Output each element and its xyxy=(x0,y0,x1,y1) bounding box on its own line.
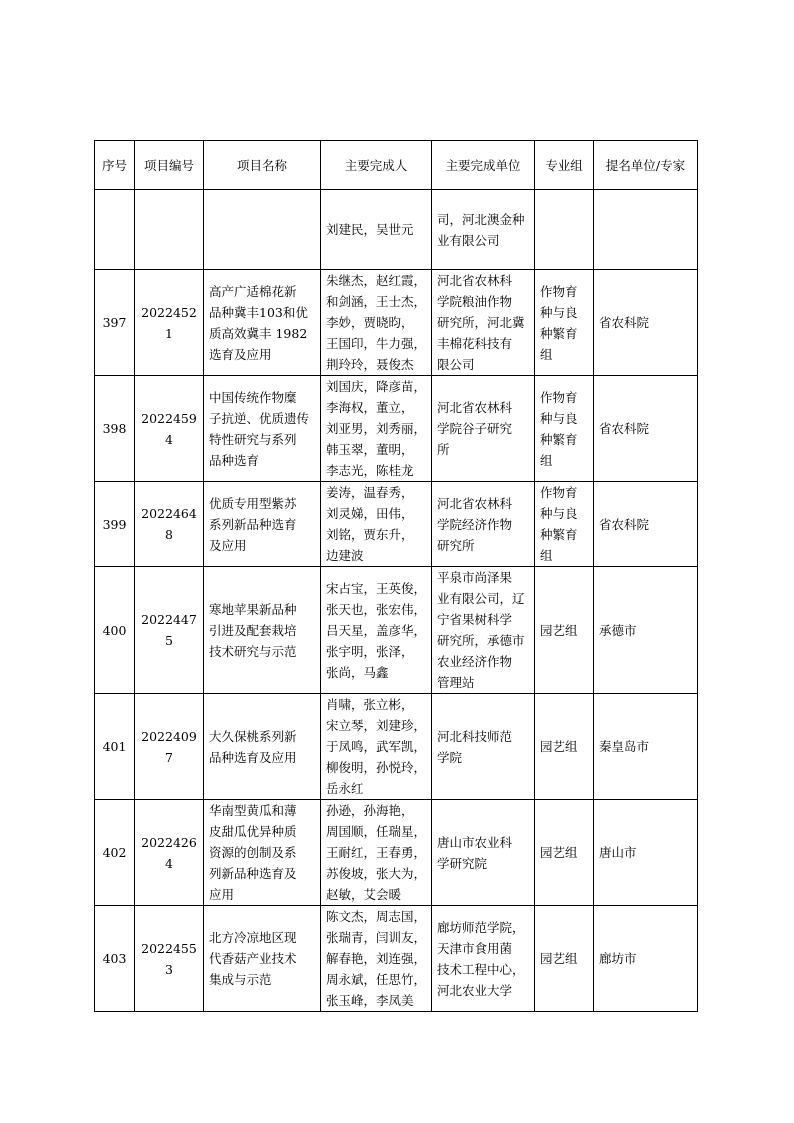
awards-table xyxy=(94,140,698,1012)
cell-project-name xyxy=(204,906,321,1012)
cell-project-name-line: 系列新品种选育 xyxy=(209,516,297,532)
header-specialty-group: 专业组 xyxy=(535,141,594,190)
cell-main-units-line: 丰棉花科技有 xyxy=(437,336,513,351)
table-header-row xyxy=(95,141,698,190)
cell-main-units-line: 研究所 xyxy=(437,537,475,553)
cell-project-code: 20224521 xyxy=(135,270,204,376)
cell-main-units-line: 农业经济作物 xyxy=(437,654,513,669)
cell-main-units-line: 天津市食用菌 xyxy=(437,940,513,956)
cell-project-name-line: 品种选育及应用 xyxy=(209,749,297,765)
cell-main-units xyxy=(432,567,535,694)
cell-main-contributors-line: 王国印，牛力强， xyxy=(326,336,427,351)
cell-specialty-group xyxy=(535,270,594,376)
cell-main-units-line: 技术工程中心， xyxy=(437,961,525,977)
cell-main-units-line: 限公司 xyxy=(437,357,475,372)
cell-main-contributors-line: 王耐红，王春勇， xyxy=(326,845,427,860)
cell-project-code: 20224097 xyxy=(135,694,204,800)
cell-specialty-group-line: 园艺组 xyxy=(540,739,578,754)
cell-nominator: 省农科院 xyxy=(594,482,698,567)
cell-main-units-line: 河北省农林科 xyxy=(437,400,513,415)
cell-main-contributors xyxy=(321,190,432,270)
cell-project-code xyxy=(135,190,204,270)
cell-project-name-line: 资源的创制及系 xyxy=(209,845,297,860)
cell-main-contributors-line: 柳俊明，孙悦玲， xyxy=(326,760,427,775)
cell-project-name xyxy=(204,567,321,694)
cell-main-units-line: 研究所，河北冀 xyxy=(437,315,525,330)
cell-main-units xyxy=(432,482,535,567)
cell-main-contributors xyxy=(321,906,432,1012)
cell-main-contributors-line: 刘灵娣，田伟， xyxy=(326,506,414,521)
cell-specialty-group-line: 种繁育 xyxy=(540,527,578,542)
cell-main-contributors xyxy=(321,694,432,800)
cell-nominator: 唐山市 xyxy=(594,800,698,906)
cell-main-contributors-line: 苏俊坡，张大为， xyxy=(326,866,427,881)
cell-main-contributors-line: 李志光，陈桂龙 xyxy=(326,463,414,478)
cell-serial: 400 xyxy=(95,567,135,694)
cell-specialty-group xyxy=(535,376,594,482)
cell-main-contributors-line: 张玉峰，李凤美 xyxy=(326,993,414,1008)
cell-main-units xyxy=(432,270,535,376)
cell-nominator xyxy=(594,190,698,270)
table-row xyxy=(95,800,698,906)
cell-main-units-line: 业有限公司，辽 xyxy=(437,591,525,606)
cell-serial: 398 xyxy=(95,376,135,482)
cell-main-contributors-line: 于凤鸣，武军凯， xyxy=(326,739,427,754)
cell-main-contributors-line: 张天也，张宏伟， xyxy=(326,601,427,617)
cell-main-units-line: 学院经济作物 xyxy=(437,516,513,532)
cell-main-contributors xyxy=(321,376,432,482)
cell-main-contributors-line: 刘国庆，降彦苗， xyxy=(326,379,427,394)
cell-project-name-line: 大久保桃系列新 xyxy=(209,728,297,744)
cell-specialty-group xyxy=(535,906,594,1012)
cell-project-name-line: 代香菇产业技术 xyxy=(209,951,297,966)
cell-project-name-line: 皮甜瓜优异种质 xyxy=(209,824,297,839)
cell-specialty-group-line: 园艺组 xyxy=(540,845,578,860)
cell-project-name xyxy=(204,800,321,906)
cell-main-contributors xyxy=(321,270,432,376)
cell-main-units-line: 司，河北澳金种 xyxy=(437,211,525,227)
table-row xyxy=(95,376,698,482)
cell-project-name-line: 应用 xyxy=(209,887,235,902)
cell-specialty-group-line: 作物育 xyxy=(540,485,578,500)
cell-main-units xyxy=(432,800,535,906)
header-main-units: 主要完成单位 xyxy=(432,141,535,190)
header-nominator: 提名单位/专家 xyxy=(594,141,698,190)
table-row xyxy=(95,567,698,694)
cell-main-contributors-line: 宋占宝，王英俊， xyxy=(326,580,427,596)
table-row xyxy=(95,270,698,376)
cell-main-contributors-line: 赵敏，艾会暖 xyxy=(326,887,402,902)
cell-serial: 402 xyxy=(95,800,135,906)
cell-main-contributors-line: 张宇明，张泽， xyxy=(326,643,414,659)
cell-project-name xyxy=(204,694,321,800)
cell-main-units-line: 研究所，承德市 xyxy=(437,633,525,648)
cell-main-contributors-line: 刘铭，贾东升， xyxy=(326,527,414,542)
cell-project-code: 20224264 xyxy=(135,800,204,906)
cell-main-contributors-line: 荆玲玲，聂俊杰 xyxy=(326,357,414,372)
cell-main-contributors-line: 刘亚男，刘秀丽， xyxy=(326,421,427,436)
cell-main-units xyxy=(432,376,535,482)
cell-main-contributors xyxy=(321,800,432,906)
cell-serial xyxy=(95,190,135,270)
cell-main-units-line: 平泉市尚泽果 xyxy=(437,570,513,585)
cell-main-contributors-line: 和剑涵，王士杰， xyxy=(326,294,427,309)
cell-specialty-group xyxy=(535,800,594,906)
cell-main-contributors-line: 岳永红 xyxy=(326,781,364,796)
cell-main-contributors xyxy=(321,482,432,567)
cell-specialty-group-line: 组 xyxy=(540,452,553,468)
cell-specialty-group-line: 种与良 xyxy=(540,304,578,320)
cell-main-units-line: 学院 xyxy=(437,749,463,765)
cell-main-units-line: 河北省农林科 xyxy=(437,495,513,511)
cell-main-units-line: 宁省果树科学 xyxy=(437,612,513,627)
cell-main-contributors-line: 孙逊，孙海艳， xyxy=(326,803,414,818)
cell-main-units-line: 管理站 xyxy=(437,675,475,690)
cell-main-contributors-line: 李妙，贾晓昀， xyxy=(326,315,414,330)
cell-main-contributors-line: 周国顺，任瑞星， xyxy=(326,824,427,839)
cell-specialty-group-line: 组 xyxy=(540,346,553,362)
cell-main-contributors-line: 吕天星，盖彦华， xyxy=(326,622,427,638)
cell-specialty-group-line: 种与良 xyxy=(540,506,578,521)
cell-project-name-line: 中国传统作物糜 xyxy=(209,389,297,405)
cell-nominator: 省农科院 xyxy=(594,270,698,376)
cell-specialty-group xyxy=(535,482,594,567)
table-row xyxy=(95,694,698,800)
cell-specialty-group-line: 种繁育 xyxy=(540,431,578,447)
cell-main-units-line: 所 xyxy=(437,442,450,457)
cell-specialty-group-line: 种与良 xyxy=(540,410,578,426)
header-serial: 序号 xyxy=(95,141,135,190)
cell-project-name-line: 选育及应用 xyxy=(209,346,272,362)
cell-main-units-line: 学研究院 xyxy=(437,855,488,871)
cell-project-name-line: 列新品种选育及 xyxy=(209,866,297,881)
cell-main-contributors xyxy=(321,567,432,694)
cell-specialty-group-line: 组 xyxy=(540,548,553,563)
cell-serial: 403 xyxy=(95,906,135,1012)
cell-project-name-line: 集成与示范 xyxy=(209,972,272,987)
cell-serial: 401 xyxy=(95,694,135,800)
cell-main-contributors-line: 边建波 xyxy=(326,548,364,563)
cell-project-name-line: 优质专用型紫苏 xyxy=(209,495,297,511)
cell-main-contributors-line: 周永斌，任思竹， xyxy=(326,972,427,987)
cell-main-contributors-line: 姜涛，温春秀， xyxy=(326,485,414,500)
cell-project-name xyxy=(204,482,321,567)
cell-project-name-line: 品种选育 xyxy=(209,452,260,468)
cell-project-code: 20224475 xyxy=(135,567,204,694)
table-row xyxy=(95,190,698,270)
cell-main-units xyxy=(432,694,535,800)
cell-nominator: 廊坊市 xyxy=(594,906,698,1012)
cell-project-code: 20224594 xyxy=(135,376,204,482)
cell-project-name-line: 引进及配套栽培 xyxy=(209,622,297,638)
cell-main-contributors-line: 张瑞青，闫训友， xyxy=(326,930,427,945)
cell-project-name-line: 特性研究与系列 xyxy=(209,431,297,447)
cell-main-contributors-line: 刘建民，吴世元 xyxy=(326,222,414,237)
cell-nominator: 秦皇岛市 xyxy=(594,694,698,800)
cell-main-contributors-line: 解春艳，刘连强， xyxy=(326,951,427,966)
cell-project-name xyxy=(204,270,321,376)
cell-nominator: 省农科院 xyxy=(594,376,698,482)
cell-project-code: 20224648 xyxy=(135,482,204,567)
cell-specialty-group-line: 作物育 xyxy=(540,283,578,299)
cell-specialty-group-line: 作物育 xyxy=(540,389,578,405)
cell-main-contributors-line: 张尚，马鑫 xyxy=(326,664,389,680)
cell-project-name-line: 高产广适棉花新 xyxy=(209,283,297,299)
cell-project-name xyxy=(204,190,321,270)
cell-serial: 399 xyxy=(95,482,135,567)
cell-specialty-group xyxy=(535,567,594,694)
cell-main-contributors-line: 朱继杰，赵红霞， xyxy=(326,273,427,288)
cell-project-code: 20224553 xyxy=(135,906,204,1012)
table-row xyxy=(95,482,698,567)
cell-specialty-group-line: 园艺组 xyxy=(540,622,578,638)
cell-main-contributors-line: 肖啸，张立彬， xyxy=(326,697,414,712)
header-main-contributors: 主要完成人 xyxy=(321,141,432,190)
cell-project-name-line: 子抗逆、优质遗传 xyxy=(209,410,310,426)
cell-project-name-line: 质高效冀丰 1982 xyxy=(209,325,308,341)
cell-main-units xyxy=(432,190,535,270)
cell-specialty-group xyxy=(535,190,594,270)
cell-specialty-group-line: 种繁育 xyxy=(540,325,578,341)
cell-project-name-line: 华南型黄瓜和薄 xyxy=(209,803,297,818)
cell-main-units-line: 业有限公司 xyxy=(437,232,500,248)
cell-project-name-line: 技术研究与示范 xyxy=(209,643,297,659)
cell-main-contributors-line: 李海权，董立， xyxy=(326,400,414,415)
cell-specialty-group xyxy=(535,694,594,800)
cell-main-units-line: 河北农业大学 xyxy=(437,982,513,998)
cell-main-contributors-line: 陈文杰，周志国， xyxy=(326,909,427,924)
cell-main-units-line: 唐山市农业科 xyxy=(437,834,513,850)
cell-nominator: 承德市 xyxy=(594,567,698,694)
cell-project-name-line: 寒地苹果新品种 xyxy=(209,601,297,617)
cell-serial: 397 xyxy=(95,270,135,376)
table-row xyxy=(95,906,698,1012)
cell-main-units-line: 学院谷子研究 xyxy=(437,421,513,436)
header-project-name: 项目名称 xyxy=(204,141,321,190)
cell-main-units-line: 学院粮油作物 xyxy=(437,294,513,309)
header-project-code: 项目编号 xyxy=(135,141,204,190)
cell-main-contributors-line: 韩玉翠，董明， xyxy=(326,442,414,457)
cell-main-units-line: 廊坊师范学院， xyxy=(437,919,525,935)
cell-project-name-line: 北方冷凉地区现 xyxy=(209,930,297,945)
cell-project-name-line: 品种冀丰103和优 xyxy=(209,304,308,320)
cell-main-contributors-line: 宋立琴，刘建珍， xyxy=(326,718,427,733)
cell-main-units-line: 河北科技师范 xyxy=(437,728,513,744)
cell-project-name-line: 及应用 xyxy=(209,537,247,553)
cell-main-units-line: 河北省农林科 xyxy=(437,273,513,288)
cell-project-name xyxy=(204,376,321,482)
cell-main-units xyxy=(432,906,535,1012)
cell-specialty-group-line: 园艺组 xyxy=(540,951,578,966)
